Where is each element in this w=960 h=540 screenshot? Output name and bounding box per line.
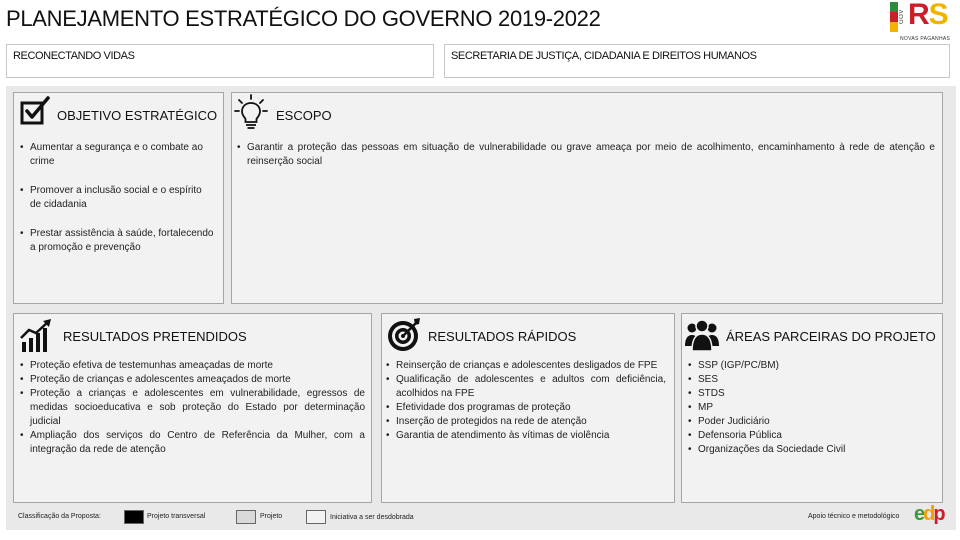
escopo-heading: ESCOPO: [276, 108, 332, 123]
resultados-rapidos-list: [386, 359, 666, 443]
resultados-rapidos-heading: RESULTADOS RÁPIDOS: [428, 329, 577, 344]
escopo-list: [237, 141, 935, 184]
logo-rs-text: RS: [908, 0, 948, 31]
objetivo-list: [20, 141, 214, 270]
secretariat-name: SECRETARIA DE JUSTIÇA, CIDADANIA E DIREITOS HUMANOS: [451, 50, 757, 62]
logo-gov-text: GOV: [899, 9, 905, 25]
resultados-pretendidos-list: [20, 359, 365, 457]
logo-color-bar: [890, 2, 898, 32]
list-item: • Defensoria Pública: [688, 429, 933, 443]
program-name: RECONECTANDO VIDAS: [13, 50, 135, 62]
legend-label-projeto: Projeto: [260, 513, 283, 520]
list-item: • MP: [688, 401, 933, 415]
program-name-box: [6, 44, 434, 78]
checkbox-check-icon: [19, 96, 51, 128]
logo-tagline: NOVAS PAGANHAS: [900, 36, 951, 42]
list-item: • Reinserção de crianças e adolescentes desligados de FPE: [386, 359, 666, 373]
rs-gov-logo: [890, 2, 952, 46]
objetivo-heading: OBJETIVO ESTRATÉGICO: [57, 108, 218, 123]
list-item: • Organizações da Sociedade Civil: [688, 443, 933, 457]
list-item: • Aumentar a segurança e o combate ao crime: [20, 141, 214, 169]
escopo-panel: [231, 92, 943, 304]
apoio-label: Apoio técnico e metodológico: [808, 513, 900, 520]
page-title: PLANEJAMENTO ESTRATÉGICO DO GOVERNO 2019-2022: [6, 6, 601, 31]
legend-swatch-transversal: [124, 510, 144, 524]
areas-parceiras-list: [688, 359, 933, 457]
people-group-icon: [684, 318, 720, 352]
resultados-pretendidos-heading: RESULTADOS PRETENDIDOS: [63, 329, 247, 344]
list-item: • STDS: [688, 387, 933, 401]
list-item: • Garantia de atendimento às vítimas de violência: [386, 429, 666, 443]
list-item: • Prestar assistência à saúde, fortalecendo a promoção e prevenção: [20, 227, 214, 255]
legend-label-transversal: Projeto transversal: [147, 513, 206, 520]
list-item: • Proteção efetiva de testemunhas ameaçadas de morte: [20, 359, 365, 373]
list-item: • Poder Judiciário: [688, 415, 933, 429]
list-item: • SES: [688, 373, 933, 387]
list-item: • SSP (IGP/PC/BM): [688, 359, 933, 373]
list-item: • Efetividade dos programas de proteção: [386, 401, 666, 415]
list-item: • Promover a inclusão social e o espírito de cidadania: [20, 184, 214, 212]
edp-logo: edp: [914, 503, 944, 525]
legend-label-iniciativa: Iniciativa a ser desdobrada: [330, 514, 414, 521]
legend-swatch-iniciativa: [306, 510, 326, 524]
growth-chart-icon: [19, 318, 55, 354]
secretariat-box: [444, 44, 950, 78]
legend-swatch-projeto: [236, 510, 256, 524]
list-item: • Ampliação dos serviços do Centro de Referência da Mulher, com a integração da rede de atenção: [20, 429, 365, 457]
areas-parceiras-heading: ÁREAS PARCEIRAS DO PROJETO: [726, 329, 936, 344]
target-icon: [386, 317, 422, 353]
list-item: • Proteção de crianças e adolescentes ameaçados de morte: [20, 373, 365, 387]
lightbulb-icon: [233, 94, 269, 132]
list-item: • Inserção de protegidos na rede de atenção: [386, 415, 666, 429]
classificacao-label: Classificação da Proposta:: [18, 513, 101, 520]
list-item: • Garantir a proteção das pessoas em situação de vulnerabilidade ou grave ameaça por meio de acolhimento, encaminhamento à rede de atenção e reinserção social: [237, 141, 935, 169]
list-item: • Proteção a crianças e adolescentes em vulnerabilidade, egressos de medidas socioeducativa e sob proteção do Estado por determinação judicial: [20, 387, 365, 429]
list-item: • Qualificação de adolescentes e adultos com deficiência, acolhidos na FPE: [386, 373, 666, 401]
